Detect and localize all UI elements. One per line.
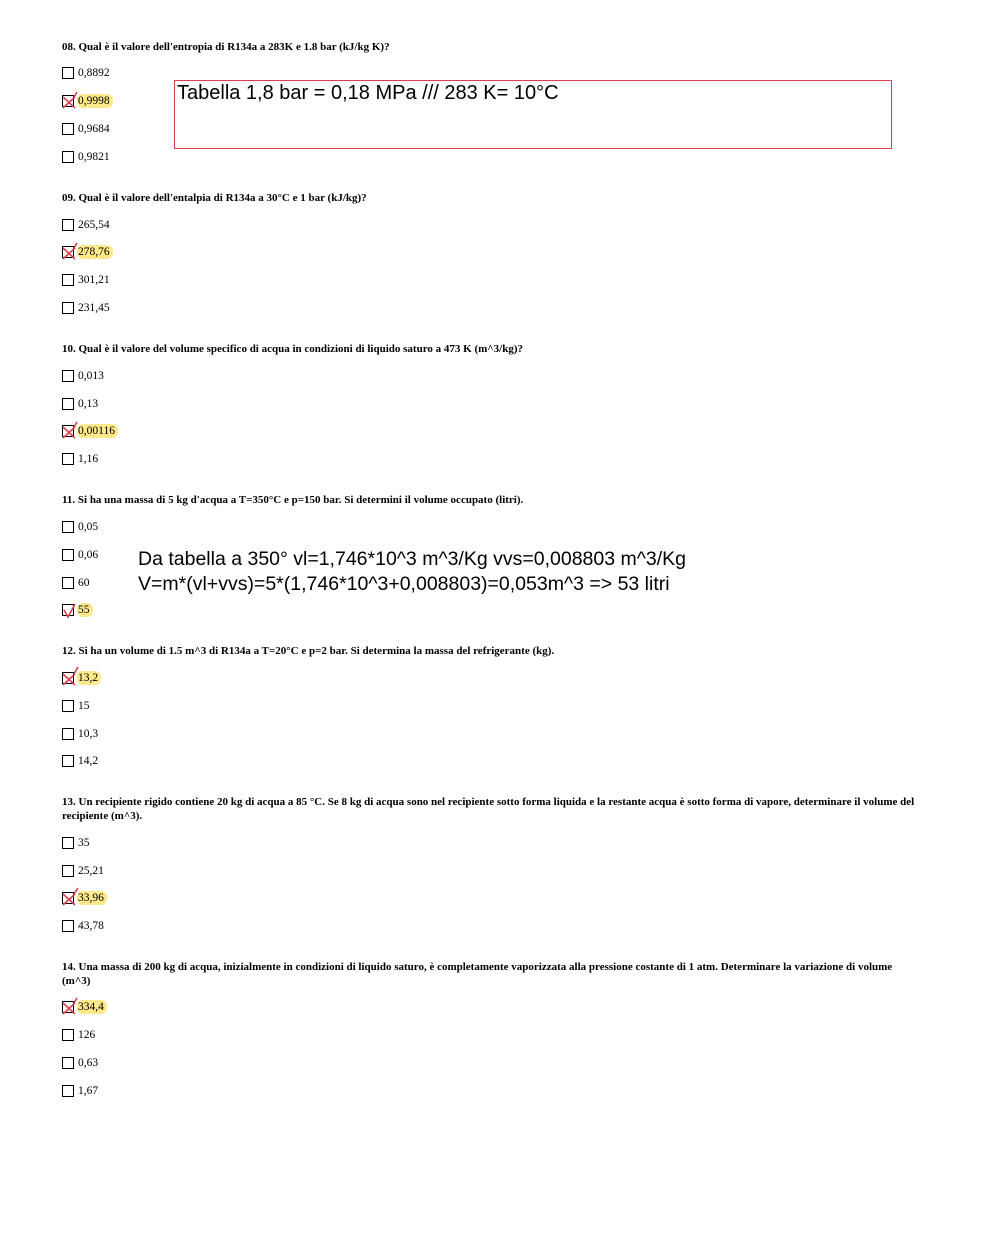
option-label: 0,06: [78, 548, 99, 561]
question-09-title: 09. Qual è il valore dell'entalpia di R134a a 30°C e 1 bar (kJ/kg)?: [62, 192, 367, 204]
checkbox[interactable]: [62, 920, 74, 932]
option-label: 13,2: [77, 671, 101, 685]
option-12-d[interactable]: [62, 753, 101, 768]
option-11-c[interactable]: [62, 575, 93, 590]
option-11-a[interactable]: [62, 519, 101, 534]
option-label: 0,8892: [78, 66, 110, 79]
option-13-c[interactable]: [62, 890, 107, 905]
option-label: 15: [78, 699, 90, 712]
checkbox-checked[interactable]: [62, 1001, 74, 1013]
option-11-b[interactable]: [62, 547, 101, 562]
option-13-b[interactable]: [62, 863, 107, 878]
cross-mark-icon: [61, 422, 77, 439]
option-label: 10,3: [78, 727, 99, 740]
checkbox[interactable]: [62, 1057, 74, 1069]
option-label: 0,00116: [77, 424, 118, 438]
option-label: 0,9684: [78, 122, 110, 135]
checkbox-checked[interactable]: [62, 246, 74, 258]
annotation-note-1: Tabella 1,8 bar = 0,18 MPa /// 283 K= 10°C: [177, 82, 559, 104]
cross-mark-icon: [61, 243, 77, 260]
checkbox-checked[interactable]: [62, 95, 74, 107]
option-label: 0,05: [78, 520, 99, 533]
option-label: 0,013: [78, 369, 104, 382]
option-label: 14,2: [78, 754, 99, 767]
checkbox[interactable]: [62, 549, 74, 561]
option-label: 265,54: [78, 218, 110, 231]
option-14-b[interactable]: [62, 1027, 98, 1042]
checkbox-checked[interactable]: [62, 672, 74, 684]
checkbox[interactable]: [62, 1085, 74, 1097]
option-label: 1,16: [78, 452, 99, 465]
option-label: 25,21: [78, 864, 104, 877]
checkbox[interactable]: [62, 151, 74, 163]
option-09-b[interactable]: [62, 244, 113, 259]
cross-mark-icon: [61, 92, 77, 109]
option-12-b[interactable]: [62, 698, 93, 713]
checkbox-checked[interactable]: [62, 604, 74, 616]
option-label: 0,63: [78, 1056, 99, 1069]
option-08-b[interactable]: [62, 93, 113, 108]
checkbox[interactable]: [62, 1029, 74, 1041]
option-label: 231,45: [78, 301, 110, 314]
checkbox[interactable]: [62, 755, 74, 767]
option-14-a[interactable]: [62, 999, 107, 1014]
option-label: 301,21: [78, 273, 110, 286]
option-08-c[interactable]: [62, 121, 113, 136]
option-08-a[interactable]: [62, 65, 113, 80]
option-label: 126: [78, 1028, 96, 1041]
checkbox[interactable]: [62, 837, 74, 849]
annotation-note-2-line-2: V=m*(vl+vvs)=5*(1,746*10^3+0,008803)=0,053m^3 => 53 litri: [138, 573, 670, 595]
checkbox-checked[interactable]: [62, 425, 74, 437]
option-label: 278,76: [77, 245, 113, 259]
option-11-d[interactable]: [62, 602, 93, 617]
checkbox[interactable]: [62, 453, 74, 465]
checkbox[interactable]: [62, 728, 74, 740]
checkbox[interactable]: [62, 67, 74, 79]
cross-mark-icon: [61, 998, 77, 1015]
checkbox[interactable]: [62, 700, 74, 712]
checkbox[interactable]: [62, 302, 74, 314]
option-13-d[interactable]: [62, 918, 107, 933]
checkbox[interactable]: [62, 521, 74, 533]
option-09-d[interactable]: [62, 300, 113, 315]
option-09-c[interactable]: [62, 272, 113, 287]
checkbox[interactable]: [62, 123, 74, 135]
option-13-a[interactable]: [62, 835, 93, 850]
checkbox[interactable]: [62, 370, 74, 382]
option-label: 0,13: [78, 397, 99, 410]
checkbox[interactable]: [62, 577, 74, 589]
option-label: 33,96: [77, 891, 107, 905]
cross-mark-icon: [61, 889, 77, 906]
annotation-note-2: [138, 547, 686, 597]
option-12-a[interactable]: [62, 670, 101, 685]
option-label: 0,9821: [78, 150, 110, 163]
option-label: 43,78: [78, 919, 104, 932]
checkbox[interactable]: [62, 865, 74, 877]
option-label: 55: [77, 603, 93, 617]
option-10-d[interactable]: [62, 451, 101, 466]
annotation-note-2-line-1: Da tabella a 350° vl=1,746*10^3 m^3/Kg vvs=0,008803 m^3/Kg: [138, 548, 687, 570]
option-14-d[interactable]: [62, 1083, 101, 1098]
checkbox[interactable]: [62, 274, 74, 286]
question-13-title: 13. Un recipiente rigido contiene 20 kg di acqua a 85 °C. Se 8 kg di acqua sono nel recipiente sotto forma liquida e la restante acqua è sotto forma di vapore, determinare il volume del recipiente (m^3).: [62, 796, 915, 822]
checkbox[interactable]: [62, 219, 74, 231]
question-12-title: 12. Si ha un volume di 1.5 m^3 di R134a a T=20°C e p=2 bar. Si determina la massa del refrigerante (kg).: [62, 645, 555, 657]
option-10-a[interactable]: [62, 368, 107, 383]
option-label: 0,9998: [77, 94, 113, 108]
option-label: 334,4: [77, 1000, 107, 1014]
checkbox-checked[interactable]: [62, 892, 74, 904]
option-label: 60: [78, 576, 90, 589]
question-11-title: 11. Si ha una massa di 5 kg d'acqua a T=350°C e p=150 bar. Si determini il volume occupato (litri).: [62, 494, 524, 506]
option-12-c[interactable]: [62, 726, 101, 741]
option-09-a[interactable]: [62, 217, 113, 232]
question-10-title: 10. Qual è il valore del volume specifico di acqua in condizioni di liquido saturo a 473 K (m^3/kg)?: [62, 343, 523, 355]
annotation-box: [174, 80, 892, 149]
question-14-title: 14. Una massa di 200 kg di acqua, inizialmente in condizioni di liquido saturo, è completamente vaporizzata alla pressione costante di 1 atm. Determinare la variazione di volume (m^3): [62, 961, 893, 987]
question-08-title: 08. Qual è il valore dell'entropia di R134a a 283K e 1.8 bar (kJ/kg K)?: [62, 41, 390, 53]
option-10-b[interactable]: [62, 396, 101, 411]
check-mark-icon: [61, 601, 77, 618]
option-14-c[interactable]: [62, 1055, 101, 1070]
option-10-c[interactable]: [62, 423, 118, 438]
option-label: 1,67: [78, 1084, 99, 1097]
option-08-d[interactable]: [62, 149, 113, 164]
cross-mark-icon: [61, 669, 77, 686]
checkbox[interactable]: [62, 398, 74, 410]
option-label: 35: [78, 836, 90, 849]
